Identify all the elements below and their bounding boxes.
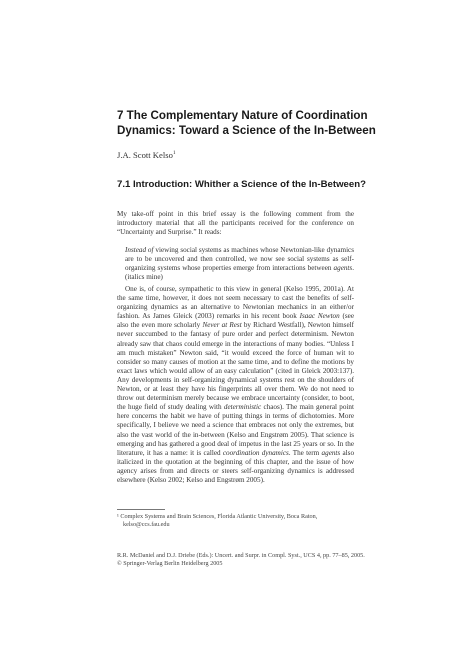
chapter-title-line-1: 7 The Complementary Nature of Coordination bbox=[117, 109, 368, 122]
publication-citation: R.R. McDaniel and D.J. Driebe (Eds.): Uncert. and Surpr. in Compl. Syst., UCS 4, pp. 77–85, 2005. bbox=[117, 552, 365, 559]
footnote-affiliation: ¹ Complex Systems and Brain Sciences, Florida Atlantic University, Boca Raton, bbox=[117, 513, 318, 520]
paragraph-main-seg-5: . The term bbox=[288, 448, 322, 457]
term-coordination-dynamics: coordination dynamics bbox=[222, 448, 289, 457]
term-deterministic: deterministic bbox=[223, 403, 262, 412]
paragraph-intro-text: My take-off point in this brief essay is the following comment from the introductory material that all the participants received for the conference on “Uncertainty and Surprise.” It reads: bbox=[117, 210, 354, 237]
paragraph-main-seg-6: also italicized in the quotation at the beginning of this chapter, and the issue of how agency arises from and directs or steers self-organizing dynamics is addressed elsewhere (Kelso 2002; Kelso and Engstrøm 2005). bbox=[117, 448, 355, 484]
publication-copyright: © Springer-Verlag Berlin Heidelberg 2005 bbox=[117, 560, 223, 568]
chapter-title-line-2: Dynamics: Toward a Science of the In-Between bbox=[117, 124, 376, 137]
author-line bbox=[117, 150, 176, 160]
footnote-divider bbox=[117, 509, 165, 510]
paragraph-main-seg-1: One is, of course, sympathetic to this view in general (Kelso 1995, 2001a). At the same time, however, it does not seem necessary to cast the benefits of self-organizing dynamics as an alternative to Newtonian mechanics in an either/or fashion. As James Gleick (2003) remarks in his recent book bbox=[117, 285, 354, 321]
book-title-never-at-rest: Never at Rest bbox=[202, 321, 242, 330]
footnote-email: kelso@ccs.fau.edu bbox=[123, 521, 170, 529]
paragraph-main bbox=[117, 285, 354, 485]
footnote bbox=[117, 513, 354, 530]
paragraph-main-seg-4: chaos). The main general point here concerns the habit we have of putting things in terms of dichotomies. More specifically, I believe we need a science that embraces not only the extremes, but also the vast world of the in-between (Kelso and Engstrøm 2005). That science is emerging and has gathered a good deal of impetus in the last 25 years or so. In the literature, it has a name: it is called bbox=[117, 403, 354, 457]
author-footnote-mark: 1 bbox=[172, 150, 176, 157]
chapter-title bbox=[117, 108, 417, 138]
publication-info bbox=[117, 552, 367, 569]
paragraph-main-seg-3: by Richard Westfall), Newton himself never succumbed to the fantasy of pure order and perfect determinism. Newton already saw that chaos could emerge in the interactions of many bodies. “Unless I am much mistaken” Newton said, “it would exceed the force of human wit to consider so many causes of motion at the same time, and to define the motions by exact laws which would allow of an easy calculation” (cited in Gleick 2003:137). Any developments in self-organizing dynamical systems rest on the shoulders of Newton, or at least they have his fingerprints all over them. We do not need to throw out determinism merely because we embrace uncertainty (consider, to boot, the huge field of study dealing with bbox=[117, 321, 354, 412]
book-title-isaac-newton: Isaac Newton bbox=[299, 312, 340, 321]
quote-lead: Instead of bbox=[125, 246, 154, 254]
term-agents: agents bbox=[321, 448, 341, 457]
paragraph-intro bbox=[117, 210, 354, 237]
paragraph-main-seg-2: (see also the even more scholarly bbox=[117, 312, 355, 330]
section-title: 7.1 Introduction: Whither a Science of the In-Between? bbox=[117, 179, 366, 190]
quote-text: viewing social systems as machines whose Newtonian-like dynamics are to be uncovered and then controlled, we now see social systems as self-organizing systems whose properties emerge from interactions between bbox=[125, 246, 354, 273]
quote-tail: . (italics mine) bbox=[125, 264, 354, 282]
author-name: J.A. Scott Kelso bbox=[117, 150, 173, 160]
quote-agents: agents bbox=[333, 264, 353, 273]
block-quote bbox=[125, 246, 354, 282]
